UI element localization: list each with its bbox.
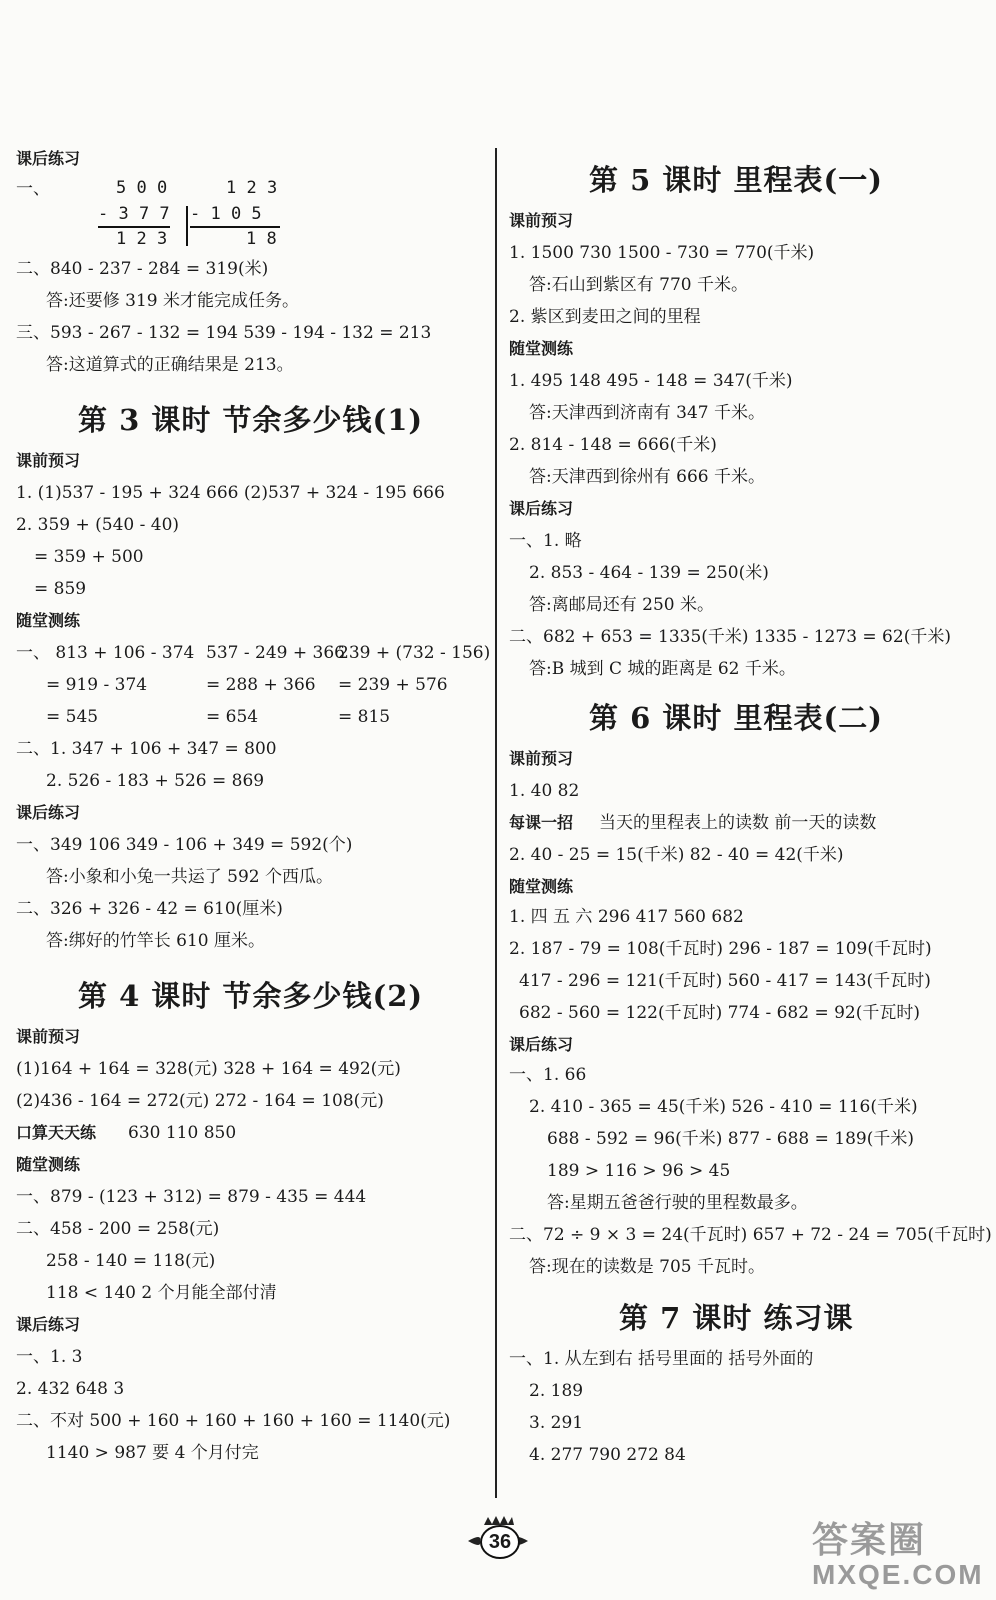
answer-line: 当天的里程表上的读数 前一天的读数 <box>599 813 877 833</box>
section-label: 随堂测练 <box>509 339 574 358</box>
lesson-heading: 第 3 课时 节余多少钱(1) <box>78 403 424 437</box>
watermark-url: MXQE.COM <box>812 1559 984 1590</box>
answer-line: 1. 1500 730 1500 - 730 = 770(千米) <box>509 243 815 263</box>
subtraction-b-top: 1 2 3 <box>226 178 278 198</box>
answer-line: 一、349 106 349 - 106 + 349 = 592(个) <box>16 835 353 855</box>
answer-line: 688 - 592 = 96(千米) 877 - 688 = 189(千米) <box>547 1129 915 1149</box>
subtraction-b-minus: - 1 0 5 <box>190 204 262 224</box>
answer-line: 2. 187 - 79 = 108(千瓦时) 296 - 187 = 109(千瓦时) <box>509 939 932 959</box>
answer-line: 答:天津西到济南有 347 千米。 <box>529 403 765 423</box>
answer-line: 4. 277 790 272 84 <box>529 1445 686 1465</box>
answer-line: 537 - 249 + 366 <box>206 643 345 663</box>
answer-line: 一、1. 从左到右 括号里面的 括号外面的 <box>509 1349 814 1369</box>
section-label: 课后练习 <box>509 499 574 518</box>
answer-line: 2. 814 - 148 = 666(千米) <box>509 435 717 455</box>
answer-line: 239 + (732 - 156) <box>338 643 491 663</box>
answer-line: 1140 > 987 要 4 个月付完 <box>46 1443 259 1463</box>
subtraction-a-minus: - 3 7 7 <box>98 204 170 224</box>
answer-line: 答:小象和小兔一共运了 592 个西瓜。 <box>46 867 333 887</box>
answer-line: 答:现在的读数是 705 千瓦时。 <box>529 1257 765 1277</box>
section-label: 课后练习 <box>16 1315 81 1334</box>
item-number: 一、 <box>16 179 50 199</box>
answer-line: 二、682 + 653 = 1335(千米) 1335 - 1273 = 62(千米) <box>509 627 951 647</box>
answer-line: 三、593 - 267 - 132 = 194 539 - 194 - 132 = 213 <box>16 323 432 343</box>
watermark <box>812 1512 984 1591</box>
answer-line: 2. 410 - 365 = 45(千米) 526 - 410 = 116(千米) <box>529 1097 918 1117</box>
answer-line: 答:还要修 319 米才能完成任务。 <box>46 291 299 311</box>
section-label: 课前预习 <box>509 749 574 768</box>
subtraction-b-result: 1 8 <box>246 229 277 249</box>
section-label: 课后练习 <box>509 1035 574 1054</box>
answer-line: 答:这道算式的正确结果是 213。 <box>46 355 294 375</box>
answer-line: 417 - 296 = 121(千瓦时) 560 - 417 = 143(千瓦时) <box>519 971 931 991</box>
answer-line: 二、1. 347 + 106 + 347 = 800 <box>16 739 277 759</box>
section-label: 每课一招 <box>509 813 574 832</box>
answer-line: 一、879 - (123 + 312) = 879 - 435 = 444 <box>16 1187 367 1207</box>
answer-line: = 288 + 366 <box>206 675 316 695</box>
answer-line: = 359 + 500 <box>34 547 144 567</box>
answer-line: 答:石山到紫区有 770 千米。 <box>529 275 748 295</box>
answer-line: 189 > 116 > 96 > 45 <box>547 1161 731 1181</box>
subtraction-a-result: 1 2 3 <box>116 229 168 249</box>
lesson-heading: 第 6 课时 里程表(二) <box>589 701 883 735</box>
answer-line: 2. 526 - 183 + 526 = 869 <box>46 771 265 791</box>
section-label: 随堂测练 <box>16 611 81 630</box>
answer-line: = 654 <box>206 707 259 727</box>
lesson-heading: 第 7 课时 练习课 <box>619 1301 854 1335</box>
answer-line: 一、1. 3 <box>16 1347 83 1367</box>
answer-line: 3. 291 <box>529 1413 584 1433</box>
answer-line: 答:B 城到 C 城的距离是 62 千米。 <box>529 659 796 679</box>
answer-line: 答:离邮局还有 250 米。 <box>529 595 714 615</box>
answer-line: = 859 <box>34 579 87 599</box>
answer-line: 一、 813 + 106 - 374 <box>16 643 195 663</box>
answer-line: 2. 432 648 3 <box>16 1379 125 1399</box>
section-label: 课前预习 <box>16 451 81 470</box>
answer-line: 118 < 140 2 个月能全部付清 <box>46 1283 277 1303</box>
answer-line: 二、不对 500 + 160 + 160 + 160 + 160 = 1140(元) <box>16 1411 451 1431</box>
section-label: 课前预习 <box>16 1027 81 1046</box>
answer-line: = 919 - 374 <box>46 675 148 695</box>
lesson-heading: 第 4 课时 节余多少钱(2) <box>78 979 424 1013</box>
answer-line: (2)436 - 164 = 272(元) 272 - 164 = 108(元) <box>16 1091 384 1111</box>
separator-line <box>186 206 188 246</box>
answer-line: 1. 四 五 六 296 417 560 682 <box>509 907 744 927</box>
answer-line: = 815 <box>338 707 391 727</box>
answer-line: 二、72 ÷ 9 × 3 = 24(千瓦时) 657 + 72 - 24 = 705(千瓦时) <box>509 1225 992 1245</box>
answer-line: 2. 853 - 464 - 139 = 250(米) <box>529 563 769 583</box>
answer-line: 一、1. 66 <box>509 1065 587 1085</box>
section-label: 口算天天练 <box>16 1123 97 1142</box>
section-label: 课后练习 <box>16 149 81 168</box>
page-number: 36 <box>480 1525 520 1559</box>
watermark-title: 答案圈 <box>812 1519 927 1560</box>
answer-line: 二、458 - 200 = 258(元) <box>16 1219 220 1239</box>
section-label: 随堂测练 <box>16 1155 81 1174</box>
answer-line: 二、840 - 237 - 284 = 319(米) <box>16 259 269 279</box>
subtraction-a-line <box>98 226 170 228</box>
answer-line: 答:绑好的竹竿长 610 厘米。 <box>46 931 265 951</box>
lesson-heading: 第 5 课时 里程表(一) <box>589 163 883 197</box>
answer-line: 2. 359 + (540 - 40) <box>16 515 180 535</box>
answer-line: 答:天津西到徐州有 666 千米。 <box>529 467 765 487</box>
answer-line: 258 - 140 = 118(元) <box>46 1251 216 1271</box>
answer-line: 2. 紫区到麦田之间的里程 <box>509 307 701 327</box>
subtraction-a-top: 5 0 0 <box>116 178 168 198</box>
answer-line: 2. 40 - 25 = 15(千米) 82 - 40 = 42(千米) <box>509 845 844 865</box>
answer-line: = 545 <box>46 707 99 727</box>
answer-line: 682 - 560 = 122(千瓦时) 774 - 682 = 92(千瓦时) <box>519 1003 921 1023</box>
answer-line: 一、1. 略 <box>509 531 582 551</box>
subtraction-b-line <box>190 226 280 228</box>
section-label: 随堂测练 <box>509 877 574 896</box>
column-divider <box>495 148 497 1498</box>
answer-line: 630 110 850 <box>128 1123 237 1143</box>
page-number-badge <box>466 1515 530 1563</box>
answer-line: 二、326 + 326 - 42 = 610(厘米) <box>16 899 283 919</box>
answer-line: 1. 40 82 <box>509 781 580 801</box>
answer-line: 2. 189 <box>529 1381 584 1401</box>
answer-line: 1. 495 148 495 - 148 = 347(千米) <box>509 371 793 391</box>
section-label: 课后练习 <box>16 803 81 822</box>
answer-line: (1)164 + 164 = 328(元) 328 + 164 = 492(元) <box>16 1059 401 1079</box>
answer-line: = 239 + 576 <box>338 675 448 695</box>
answer-line: 答:星期五爸爸行驶的里程数最多。 <box>547 1193 808 1213</box>
section-label: 课前预习 <box>509 211 574 230</box>
answer-line: 1. (1)537 - 195 + 324 666 (2)537 + 324 - 195 666 <box>16 483 445 503</box>
